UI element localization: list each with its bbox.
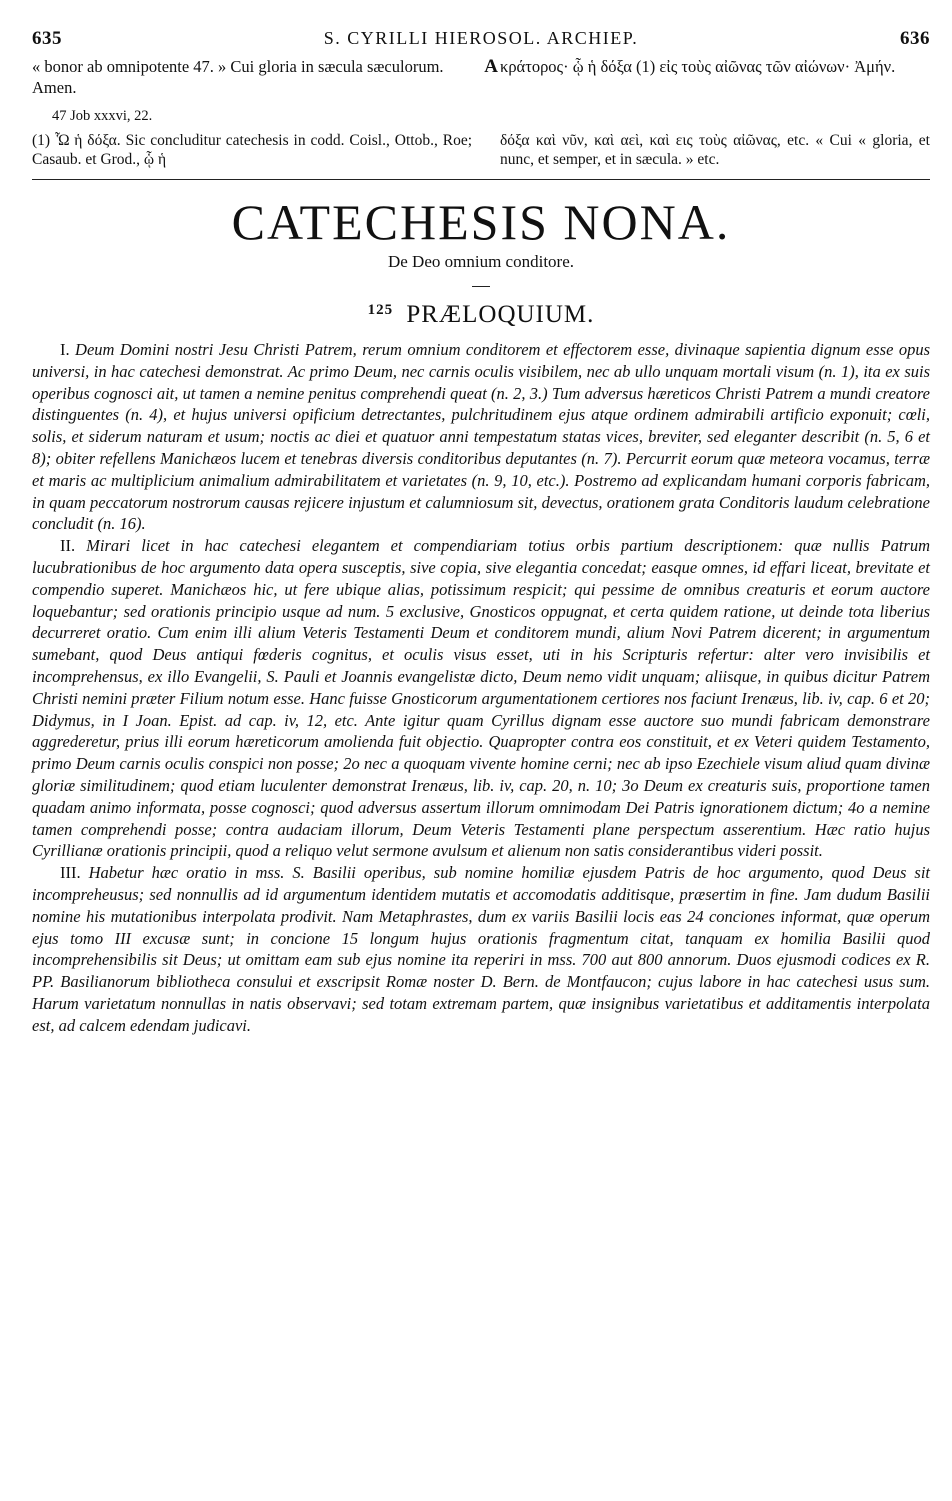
main-title: CATECHESIS NONA.	[231, 194, 731, 250]
paragraph-text: Mirari licet in hac catechesi elegantem et compendiariam totius orbis partium descriptionem: quæ nullis Patrum lucubrationibus de hoc argumento data opera susceptis, sive copia, sive elegantia concedat; easque omnes, id effari liceat, brevitate et compendio superet. Manichæos hic, ut fere ubique alias, potissimum respicit; qui pessime de omnibus creaturis et eorum auctore loquebantur; sed orationis principio usque ad num. 5 exclusive, Gnosticos oppugnat, et certa quidem ratione, ut deinde tota liberius decurreret oratio. Cum enim illi alium Veteris Testamenti Deum et conditorem mundi, alium Novi Patrem dicerent; in argumentum sumebant, quod Deus antiqui fœderis cognitus, et oculis visus esset, uti in his Scripturis refertur: alter vero invisibilis et incomprehensus, ex illo Evangelii, S. Pauli et Joannis evangelistæ dicto, Deum nemo vidit unquam; aliisque, in quibus dicitur Patrem Christi nemini præter Filium notum esse. Hanc fuisse Gnosticorum argumentationem certiores nos faciunt Irenæus, lib. iv, cap. 6 et 20; Didymus, in I Joan. Epist. ad cap. iv, 12, etc. Ante igitur quam Cyrillus dignam esse auctore suo mundi fabricam demonstrare aggrederetur, prius illi eorum hæreticorum amolienda fuit objectio. Quapropter contra eos constituit, et ex Veteri quidem Testamento, primo Deum carnis oculis conspici non posse; 2o nec a quoquam vivente homine cerni; nec ab ipso Ezechiele visum aliud quam divinæ gloriæ similitudinem; quod etiam luculenter demonstrat Irenæus, lib. iv, cap. 20, n. 10; 3o Deum ex creaturis suis, proportione tamen quadam animo informata, posse cognosci; quod adversus assertum illorum omnimodam Dei Patris ignorationem dictum; 4o a nemine tamen comprehendi posse; contra audaciam illorum, Deum Veteris Testamenti plane perspectum asserentium. Hæc ratio hujus Cyrillianæ orationis principii, quod a reliquo velut sermone avulsum et alienum non satis considerantibus videri possit.	[32, 536, 930, 861]
divider-rule	[32, 179, 930, 180]
paragraph-label: I.	[60, 340, 70, 359]
subtitle: De Deo omnium conditore.	[387, 252, 574, 271]
paragraph-text: Deum Domini nostri Jesu Christi Patrem, rerum omnium conditorem et effectorem esse, divinaque sapientia dignum esse opus universi, in hac catechesi demonstrat. Ac primo Deum, nec carnis oculis visibilem, nec ab ullo unquam mortali visum (n. 1), ita ex suis operibus cognosci ait, ut tamen a nemine penitus comprehendi queat (n. 2, 3.) Tum adversus hæreticos Christi Patrem a mundi creatore distinguentes (n. 4), et hujus universi opificium detrectantes, pulchritudinem ejus atque ordinem admirabili artificio exponuit; cœli, solis, et siderum naturam et usum; noctis ac diei et quatuor anni tempestatum statas vices, breviter, sed eleganter describit (n. 5, 6 et 8); obiter refellens Manichæos lucem et tenebras diversis conditoribus deputantes (n. 7). Percurrit eorum quæ meteora vocamus, terræ et maris ac multiplicium animalium admirabilitatem et varietates (n. 9, 10, etc.). Postremo ad explicandam humani corporis fabricam, in quam peccatorum nostrorum causas rejicere injustum et calumniosum sit, devectus, orationem grata Conditoris laudum celebratione concludit (n. 16).	[32, 340, 930, 534]
top-continuation	[32, 56, 930, 98]
running-title: S. CYRILLI HIEROSOL. ARCHIEP.	[323, 28, 639, 48]
left-page-number: 635	[32, 28, 62, 49]
title-dash	[472, 286, 490, 287]
top-right-text: κράτορος· ᾧ ἡ δόξα (1) εἰς τοὺς αἰῶνας τῶν αἰώνων· Ἀμήν.	[500, 57, 896, 76]
page	[32, 28, 930, 1037]
note-left: (1) Ὧ ἡ δόξα. Sic concluditur catechesis in codd. Coisl., Ottob., Roe; Casaub. et Grod., ᾧ ἡ	[32, 132, 472, 168]
section-heading	[32, 301, 930, 329]
paragraph-label: III.	[60, 863, 81, 883]
paragraph	[32, 862, 930, 1036]
running-header	[32, 28, 930, 54]
top-right-column	[500, 56, 930, 98]
paragraph	[32, 535, 930, 862]
note-right: δόξα καὶ νῦν, καὶ αεὶ, καὶ εις τοὺς αἰῶνας, etc. « Cui « gloria, et nunc, et semper, et in sæcula. » etc.	[500, 132, 930, 168]
top-left-column	[32, 56, 498, 98]
section-number: 125	[367, 302, 394, 318]
paragraph	[32, 339, 930, 535]
section-title: PRÆLOQUIUM.	[406, 301, 595, 328]
body-text	[32, 339, 930, 1037]
paragraph-label: II.	[60, 536, 76, 556]
paragraph-text: Habetur hæc oratio in mss. S. Basilii operibus, sub nomine homiliæ ejusdem Patris de hoc argumento, quod Deus sit incompreheusus; sed nonnullis ad id argumentum identidem mutatis et accomodatis additisque, præsertim in fine. Jam dudum Basilii nomine his mutationibus interpolata prodivit. Nam Metaphrastes, dum ex variis Basilii locis eas 24 conciones informat, quæ operum ejus tomo III excusæ sunt; in concione 15 longum hujus orationis fragmentum citat, tanquam ex homilia Basilii quod incomprehensibilis sit Deus; ut omittam eam sub ejus nomine ita reperiri in mss. 700 aut 800 annorum. Duos ejusmodi codices ex R. PP. Basilianorum bibliotheca consului et exscripsit Romæ noster D. Bern. de Montfaucon; cujus labore in hac catechesi usus sum. Harum varietatum nonnullas in natis observavi; sed totam extremam partem, quæ insignibus varietatibus et additamentis interpolata est, ad calcem edendam judicavi.	[32, 863, 931, 1035]
notes	[32, 131, 930, 169]
column-marker: A	[484, 56, 498, 77]
footnote-reference: 47 Job xxxvi, 22.	[52, 108, 153, 124]
top-left-text: « bonor ab omnipotente 47. » Cui gloria in sæcula sæculorum. Amen.	[32, 57, 444, 97]
right-page-number: 636	[900, 28, 930, 49]
